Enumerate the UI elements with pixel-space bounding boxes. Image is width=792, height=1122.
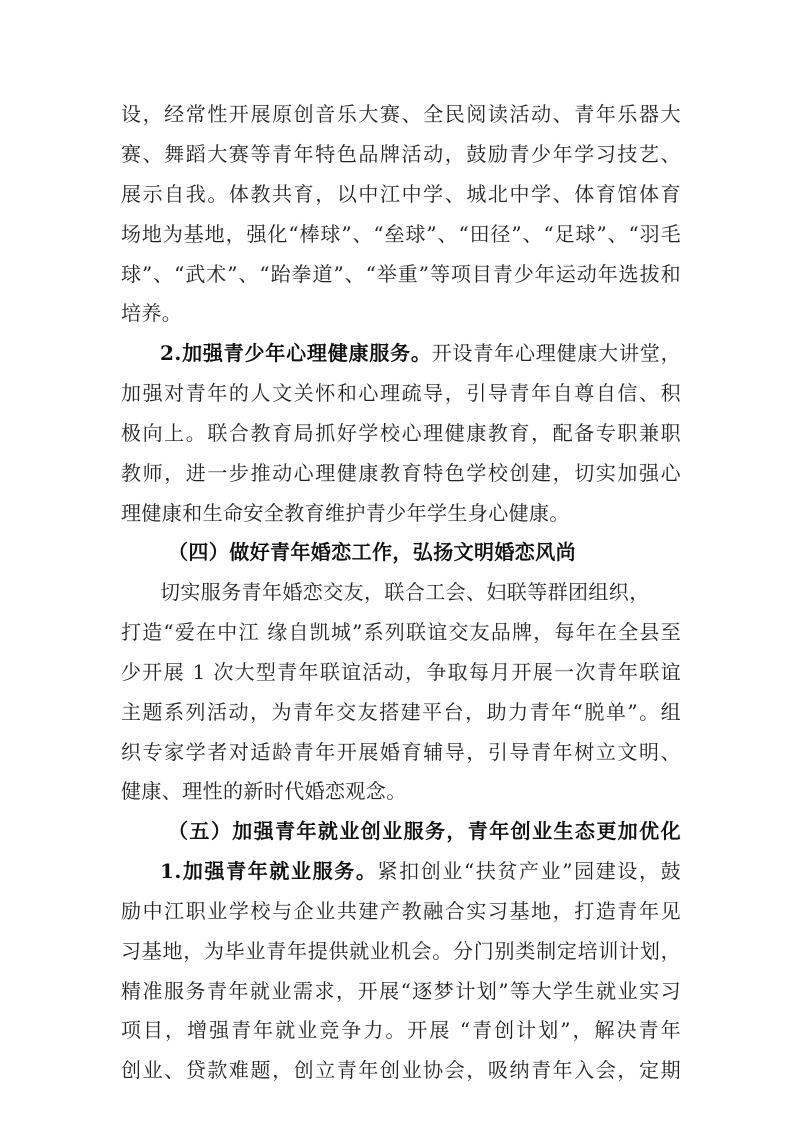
text-line-16: 主题系列活动，为青年交友搭建平台，助力青年“脱单”。组 <box>121 700 681 724</box>
text-line-23: 精准服务青年就业需求，开展“逐梦计划”等大学生就业实习 <box>121 979 681 1003</box>
text-line-14: 打造“爱在中江 缘自凯城”系列联谊交友品牌，每年在全县至 <box>121 620 681 644</box>
text-line-15: 少开展 1 次大型青年联谊活动，争取每月开展一次青年联谊 <box>121 660 681 684</box>
paragraph-2-heading: 2.加强青少年心理健康服务。 <box>160 341 432 365</box>
paragraph-5-1-first-line <box>160 856 681 886</box>
text-line-22: 习基地，为毕业青年提供就业机会。分门别类制定培训计划， <box>121 939 681 963</box>
text-line-4: 场地为基地，强化“棒球”、“垒球”、“田径”、“足球”、“羽毛 <box>121 222 681 246</box>
paragraph-2-first-line <box>160 338 681 368</box>
paragraph-5-1-heading: 1.加强青年就业服务。 <box>160 859 378 883</box>
text-line-1: 设，经常性开展原创音乐大赛、全民阅读活动、青年乐器大 <box>121 102 681 126</box>
text-line-2: 赛、舞蹈大赛等青年特色品牌活动，鼓励青少年学习技艺、 <box>121 142 681 166</box>
paragraph-5-1-text: 紧扣创业“扶贫产业”园建设，鼓 <box>377 859 682 883</box>
section-4-heading: （四）做好青年婚恋工作，弘扬文明婚恋风尚 <box>168 540 576 564</box>
text-line-25: 创业、贷款难题，创立青年创业协会，吸纳青年入会，定期 <box>121 1058 681 1082</box>
text-line-6: 培养。 <box>121 301 183 325</box>
text-line-13: 切实服务青年婚恋交友，联合工会、妇联等群团组织， <box>160 580 650 604</box>
paragraph-2-text: 开设青年心理健康大讲堂， <box>431 341 681 365</box>
text-line-11: 理健康和生命安全教育维护青少年学生身心健康。 <box>121 501 570 525</box>
text-line-5: 球”、“武术”、“跆拳道”、“举重”等项目青少年运动年选拔和 <box>121 262 681 286</box>
text-line-21: 励中江职业学校与企业共建产教融合实习基地，打造青年见 <box>121 899 681 923</box>
text-line-10: 教师，进一步推动心理健康教育特色学校创建，切实加强心 <box>121 461 681 485</box>
text-line-24: 项目，增强青年就业竞争力。开展 “青创计划”，解决青年 <box>121 1018 681 1042</box>
text-line-17: 织专家学者对适龄青年开展婚育辅导，引导青年树立文明、 <box>121 740 681 764</box>
text-line-18: 健康、理性的新时代婚恋观念。 <box>121 779 407 803</box>
text-line-9: 极向上。联合教育局抓好学校心理健康教育，配备专职兼职 <box>121 421 681 445</box>
text-line-3: 展示自我。体教共育，以中江中学、城北中学、体育馆体育 <box>121 182 681 206</box>
section-5-heading: （五）加强青年就业创业服务，青年创业生态更加优化 <box>168 819 681 843</box>
text-line-8: 加强对青年的人文关怀和心理疏导，引导青年自尊自信、积 <box>121 381 681 405</box>
